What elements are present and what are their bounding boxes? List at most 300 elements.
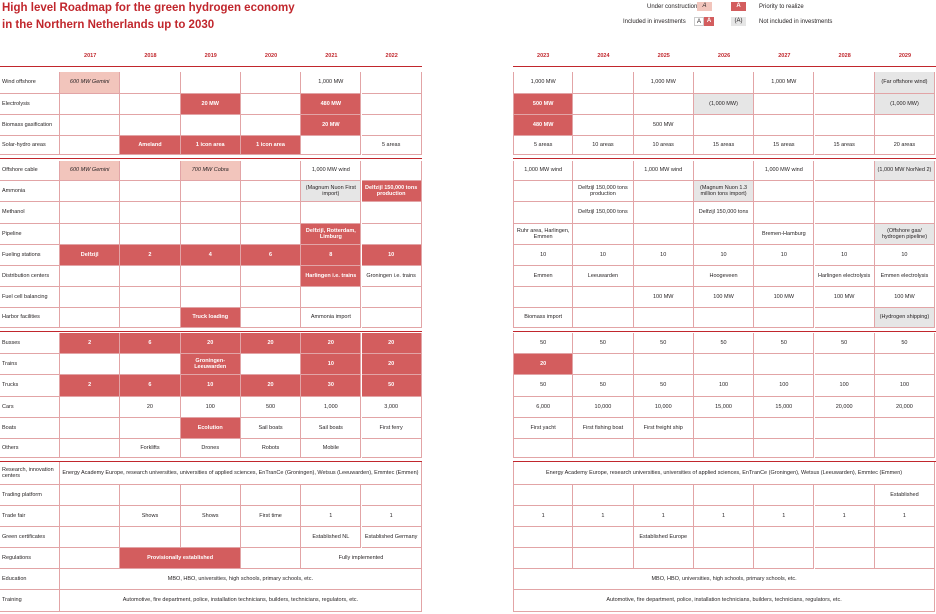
cell	[754, 439, 814, 458]
cell: 20	[301, 333, 361, 354]
row-label: Methanol	[0, 202, 60, 224]
row-label: Research, innovation centers	[0, 462, 60, 485]
cell	[181, 287, 241, 308]
cell: Drones	[181, 439, 241, 458]
cell	[362, 224, 422, 245]
legend-swatch-included: A	[694, 17, 704, 26]
cell: 1	[573, 506, 633, 527]
cell: 15 areas	[694, 136, 754, 155]
cell: Sail boats	[241, 418, 301, 439]
cell: 100 MW	[875, 287, 935, 308]
cell: Delfzijl, Rotterdam, Limburg	[301, 224, 361, 245]
cell	[60, 527, 120, 548]
row-label: Trains	[0, 354, 60, 375]
legend-under-construction-label: Under construction	[647, 4, 698, 10]
row-label: Solar-hydro areas	[0, 136, 60, 155]
cell: 10,000	[634, 397, 694, 418]
cell	[362, 202, 422, 224]
cell	[120, 202, 180, 224]
cell: Delfzijl 150,000 tons production	[362, 181, 422, 202]
cell	[694, 161, 754, 181]
cell	[60, 397, 120, 418]
cell	[573, 161, 633, 181]
cell: 50	[634, 333, 694, 354]
cell	[875, 202, 935, 224]
title-line-2: in the Northern Netherlands up to 2030	[2, 19, 215, 31]
cell	[694, 548, 754, 569]
cell: 100	[754, 375, 814, 397]
year-header: 2020	[264, 53, 278, 59]
cell	[815, 418, 875, 439]
cell: 100	[815, 375, 875, 397]
cell	[573, 308, 633, 328]
cell	[573, 94, 633, 115]
cell: First fishing boat	[573, 418, 633, 439]
cell: First time	[241, 506, 301, 527]
cell: 1	[634, 506, 694, 527]
cell	[60, 266, 120, 287]
cell: Bremen-Hamburg	[754, 224, 814, 245]
cell	[60, 115, 120, 136]
cell: Ecolution	[181, 418, 241, 439]
cell	[60, 418, 120, 439]
cell: 50	[634, 375, 694, 397]
cell	[60, 202, 120, 224]
row-label: Biomass gasification	[0, 115, 60, 136]
cell: Emmen electrolysis	[875, 266, 935, 287]
cell	[815, 308, 875, 328]
cell: 20 MW	[181, 94, 241, 115]
cell: 1	[875, 506, 935, 527]
cell: Shows	[181, 506, 241, 527]
cell	[362, 485, 422, 506]
cell	[875, 418, 935, 439]
row-label: Fueling stations	[0, 245, 60, 266]
cell	[120, 181, 180, 202]
row-label: Boats	[0, 418, 60, 439]
cell	[634, 181, 694, 202]
cell	[120, 94, 180, 115]
cell: Hoogeveen	[694, 266, 754, 287]
cell: First ferry	[362, 418, 422, 439]
cell	[60, 224, 120, 245]
cell: 100	[875, 375, 935, 397]
cell: 2	[120, 245, 180, 266]
cell	[634, 439, 694, 458]
cell: 1	[694, 506, 754, 527]
cell	[241, 115, 301, 136]
cell	[754, 418, 814, 439]
cell	[754, 527, 814, 548]
cell: 10	[754, 245, 814, 266]
cell-span: Energy Academy Europe, research universities, universities of applied sciences, EnTranCe (Groningen), Wetsus (Leeuwarden), Emmtec (Emmen)	[60, 462, 422, 485]
cell: 50	[754, 333, 814, 354]
cell	[362, 161, 422, 181]
cell	[241, 181, 301, 202]
row-label: Trading platform	[0, 485, 60, 506]
cell: 3,000	[362, 397, 422, 418]
row-label: Distribution centers	[0, 266, 60, 287]
cell	[875, 439, 935, 458]
cell: 1,000 MW	[634, 72, 694, 94]
cell	[513, 202, 573, 224]
cell	[754, 548, 814, 569]
cell	[634, 354, 694, 375]
cell: Fully implemented	[301, 548, 422, 569]
cell: 50	[573, 375, 633, 397]
cell	[241, 72, 301, 94]
header-rule	[0, 66, 422, 67]
legend-priority-label: Priority to realize	[759, 4, 804, 10]
cell: Shows	[120, 506, 180, 527]
cell	[60, 94, 120, 115]
cell	[875, 354, 935, 375]
cell	[120, 161, 180, 181]
year-header: 2019	[204, 53, 217, 59]
cell	[362, 308, 422, 328]
cell	[694, 72, 754, 94]
cell: 50	[362, 375, 422, 397]
cell: 6	[241, 245, 301, 266]
cell	[181, 115, 241, 136]
cell: 1	[362, 506, 422, 527]
cell: 50	[513, 375, 573, 397]
cell	[573, 224, 633, 245]
cell	[120, 308, 180, 328]
cell	[694, 485, 754, 506]
cell: 100	[694, 375, 754, 397]
cell	[241, 94, 301, 115]
cell	[573, 72, 633, 94]
cell: 10,000	[573, 397, 633, 418]
section-rule	[0, 158, 422, 159]
cell: 1	[513, 506, 573, 527]
cell: 10	[694, 245, 754, 266]
cell	[513, 527, 573, 548]
cell: 20	[362, 333, 422, 354]
cell	[754, 308, 814, 328]
cell: 15,000	[754, 397, 814, 418]
cell	[694, 115, 754, 136]
cell: (Magnum Nuon First import)	[301, 181, 361, 202]
row-label: Electrolysis	[0, 94, 60, 115]
cell	[181, 181, 241, 202]
cell: 10	[875, 245, 935, 266]
cell	[694, 418, 754, 439]
cell	[513, 485, 573, 506]
legend-swatch-included-priority: A	[704, 17, 714, 26]
cell	[634, 266, 694, 287]
cell	[754, 202, 814, 224]
cell: 1	[815, 506, 875, 527]
cell	[634, 548, 694, 569]
cell: Forklifts	[120, 439, 180, 458]
cell: 1	[301, 506, 361, 527]
cell: 100 MW	[815, 287, 875, 308]
cell	[815, 161, 875, 181]
cell: 20	[362, 354, 422, 375]
year-header: 2023	[537, 53, 550, 59]
cell: 10	[181, 375, 241, 397]
cell: 20	[241, 375, 301, 397]
cell: 1 icon area	[181, 136, 241, 155]
cell	[815, 181, 875, 202]
row-label: Regulations	[0, 548, 60, 569]
cell: 100 MW	[754, 287, 814, 308]
cell: 1,000	[301, 397, 361, 418]
cell: 30	[301, 375, 361, 397]
cell: Established Europe	[634, 527, 694, 548]
cell: 600 MW Gemini	[60, 161, 120, 181]
cell	[120, 266, 180, 287]
cell	[241, 266, 301, 287]
cell: 10	[815, 245, 875, 266]
cell: 1	[754, 506, 814, 527]
cell: Established Germany	[362, 527, 422, 548]
cell: 50	[875, 333, 935, 354]
cell: 15 areas	[815, 136, 875, 155]
cell: (Magnum Nuon 1.3 million tons import)	[694, 181, 754, 202]
cell	[875, 181, 935, 202]
cell	[120, 115, 180, 136]
cell	[241, 161, 301, 181]
section-rule	[0, 331, 422, 332]
cell: Emmen	[513, 266, 573, 287]
cell	[362, 72, 422, 94]
cell: Ammonia import	[301, 308, 361, 328]
cell	[241, 354, 301, 375]
cell	[181, 224, 241, 245]
cell	[754, 266, 814, 287]
section-rule	[513, 158, 936, 159]
cell	[120, 224, 180, 245]
cell: 10	[573, 245, 633, 266]
cell	[120, 485, 180, 506]
cell: 1,000 MW wind	[301, 161, 361, 181]
cell	[694, 527, 754, 548]
cell	[573, 527, 633, 548]
cell: First yacht	[513, 418, 573, 439]
section-rule	[513, 331, 936, 332]
cell: 10	[362, 245, 422, 266]
cell	[241, 224, 301, 245]
cell	[754, 181, 814, 202]
cell: Established	[875, 485, 935, 506]
cell: 480 MW	[513, 115, 573, 136]
cell: 1,000 MW wind	[634, 161, 694, 181]
cell	[181, 72, 241, 94]
cell: 20	[513, 354, 573, 375]
cell	[241, 527, 301, 548]
cell: Delfzijl 150,000 tons	[694, 202, 754, 224]
year-header: 2026	[717, 53, 731, 59]
cell: 1,000 MW wind	[754, 161, 814, 181]
cell: Sail boats	[301, 418, 361, 439]
cell	[694, 354, 754, 375]
cell: 5 areas	[513, 136, 573, 155]
legend-swatch-under-construction: A	[697, 2, 712, 11]
cell	[362, 94, 422, 115]
cell: 20,000	[875, 397, 935, 418]
cell: 5 areas	[362, 136, 422, 155]
cell: 6,000	[513, 397, 573, 418]
cell	[301, 202, 361, 224]
legend-included-label: Included in investments	[623, 19, 686, 25]
cell	[181, 202, 241, 224]
cell: 100	[181, 397, 241, 418]
cell: (1,000 MW)	[694, 94, 754, 115]
row-label: Harbor facilities	[0, 308, 60, 328]
cell: Truck loading	[181, 308, 241, 328]
cell	[362, 115, 422, 136]
cell: 10 areas	[634, 136, 694, 155]
cell	[634, 308, 694, 328]
cell	[60, 136, 120, 155]
cell	[815, 439, 875, 458]
year-header: 2017	[84, 53, 97, 59]
cell	[694, 308, 754, 328]
cell	[875, 115, 935, 136]
cell	[634, 485, 694, 506]
cell: Groningen-Leeuwarden	[181, 354, 241, 375]
cell	[815, 94, 875, 115]
page-title	[2, 0, 295, 34]
cell: 500 MW	[513, 94, 573, 115]
cell	[815, 485, 875, 506]
cell	[362, 287, 422, 308]
cell: First freight ship	[634, 418, 694, 439]
cell-span: Automotive, fire department, police, installation technicians, builders, technicians, regulators, etc.	[60, 590, 422, 612]
cell: 6	[120, 375, 180, 397]
cell: 20	[181, 333, 241, 354]
cell: (1,000 MW)	[875, 94, 935, 115]
cell	[120, 527, 180, 548]
year-header: 2022	[385, 53, 398, 59]
cell: 10	[513, 245, 573, 266]
row-label: Others	[0, 439, 60, 458]
cell	[241, 485, 301, 506]
cell: 20	[120, 397, 180, 418]
cell-span: MBO, HBO, universities, high schools, primary schools, etc.	[60, 569, 422, 590]
cell	[241, 548, 301, 569]
cell	[241, 287, 301, 308]
cell	[815, 527, 875, 548]
cell: 50	[815, 333, 875, 354]
cell: Ruhr area, Harlingen, Emmen	[513, 224, 573, 245]
row-label: Education	[0, 569, 60, 590]
cell	[754, 485, 814, 506]
cell	[301, 136, 361, 155]
row-label: Busses	[0, 333, 60, 354]
cell	[573, 354, 633, 375]
cell	[875, 548, 935, 569]
year-header: 2018	[144, 53, 157, 59]
cell	[60, 308, 120, 328]
cell: 50	[573, 333, 633, 354]
cell: 50	[694, 333, 754, 354]
cell: 100 MW	[634, 287, 694, 308]
cell: 1,000 MW	[513, 72, 573, 94]
cell	[815, 72, 875, 94]
cell: 20 MW	[301, 115, 361, 136]
cell	[513, 181, 573, 202]
cell: 20	[241, 333, 301, 354]
cell: 480 MW	[301, 94, 361, 115]
row-label: Wind offshore	[0, 72, 60, 94]
cell: 1,000 MW	[754, 72, 814, 94]
year-header: 2024	[597, 53, 610, 59]
cell: 500 MW	[634, 115, 694, 136]
cell	[513, 548, 573, 569]
legend	[600, 0, 936, 30]
cell: Mobile	[301, 439, 361, 458]
row-label: Green certificates	[0, 527, 60, 548]
cell: 2	[60, 375, 120, 397]
cell: 100 MW	[694, 287, 754, 308]
cell: Delfzijl	[60, 245, 120, 266]
cell: (Hydrogen shipping)	[875, 308, 935, 328]
cell: 10	[301, 354, 361, 375]
cell-span: Automotive, fire department, police, installation technicians, builders, technicians, regulators, etc.	[513, 590, 935, 612]
cell	[120, 287, 180, 308]
cell	[120, 418, 180, 439]
cell: Robots	[241, 439, 301, 458]
cell	[60, 485, 120, 506]
cell	[120, 354, 180, 375]
cell: 600 MW Gemini	[60, 72, 120, 94]
cell	[301, 485, 361, 506]
cell	[815, 202, 875, 224]
cell: Harlingen i.e. trains	[301, 266, 361, 287]
header-rule	[513, 66, 936, 67]
cell: Groningen i.e. trains	[362, 266, 422, 287]
cell: (1,000 MW NorNed 2)	[875, 161, 935, 181]
cell: 15,000	[694, 397, 754, 418]
cell	[513, 439, 573, 458]
cell	[241, 202, 301, 224]
cell	[60, 354, 120, 375]
cell: Provisionally established	[120, 548, 241, 569]
cell	[120, 72, 180, 94]
cell	[573, 548, 633, 569]
cell: 1,000 MW wind	[513, 161, 573, 181]
cell: 10	[634, 245, 694, 266]
cell: 1,000 MW	[301, 72, 361, 94]
cell: 1 icon area	[241, 136, 301, 155]
cell	[634, 202, 694, 224]
cell: (Offshore gas/ hydrogen pipeline)	[875, 224, 935, 245]
cell: (Far offshore wind)	[875, 72, 935, 94]
cell	[815, 354, 875, 375]
cell: Leeuwarden	[573, 266, 633, 287]
cell	[694, 439, 754, 458]
cell: 8	[301, 245, 361, 266]
cell	[181, 527, 241, 548]
cell: Harlingen electrolysis	[815, 266, 875, 287]
cell	[875, 527, 935, 548]
cell	[815, 224, 875, 245]
cell: Ameland	[120, 136, 180, 155]
cell	[694, 224, 754, 245]
cell: 700 MW Cobra	[181, 161, 241, 181]
row-label: Cars	[0, 397, 60, 418]
legend-swatch-not-included: (A)	[731, 17, 746, 26]
year-header: 2028	[838, 53, 851, 59]
cell: 20,000	[815, 397, 875, 418]
cell	[573, 115, 633, 136]
cell: 6	[120, 333, 180, 354]
cell	[634, 94, 694, 115]
